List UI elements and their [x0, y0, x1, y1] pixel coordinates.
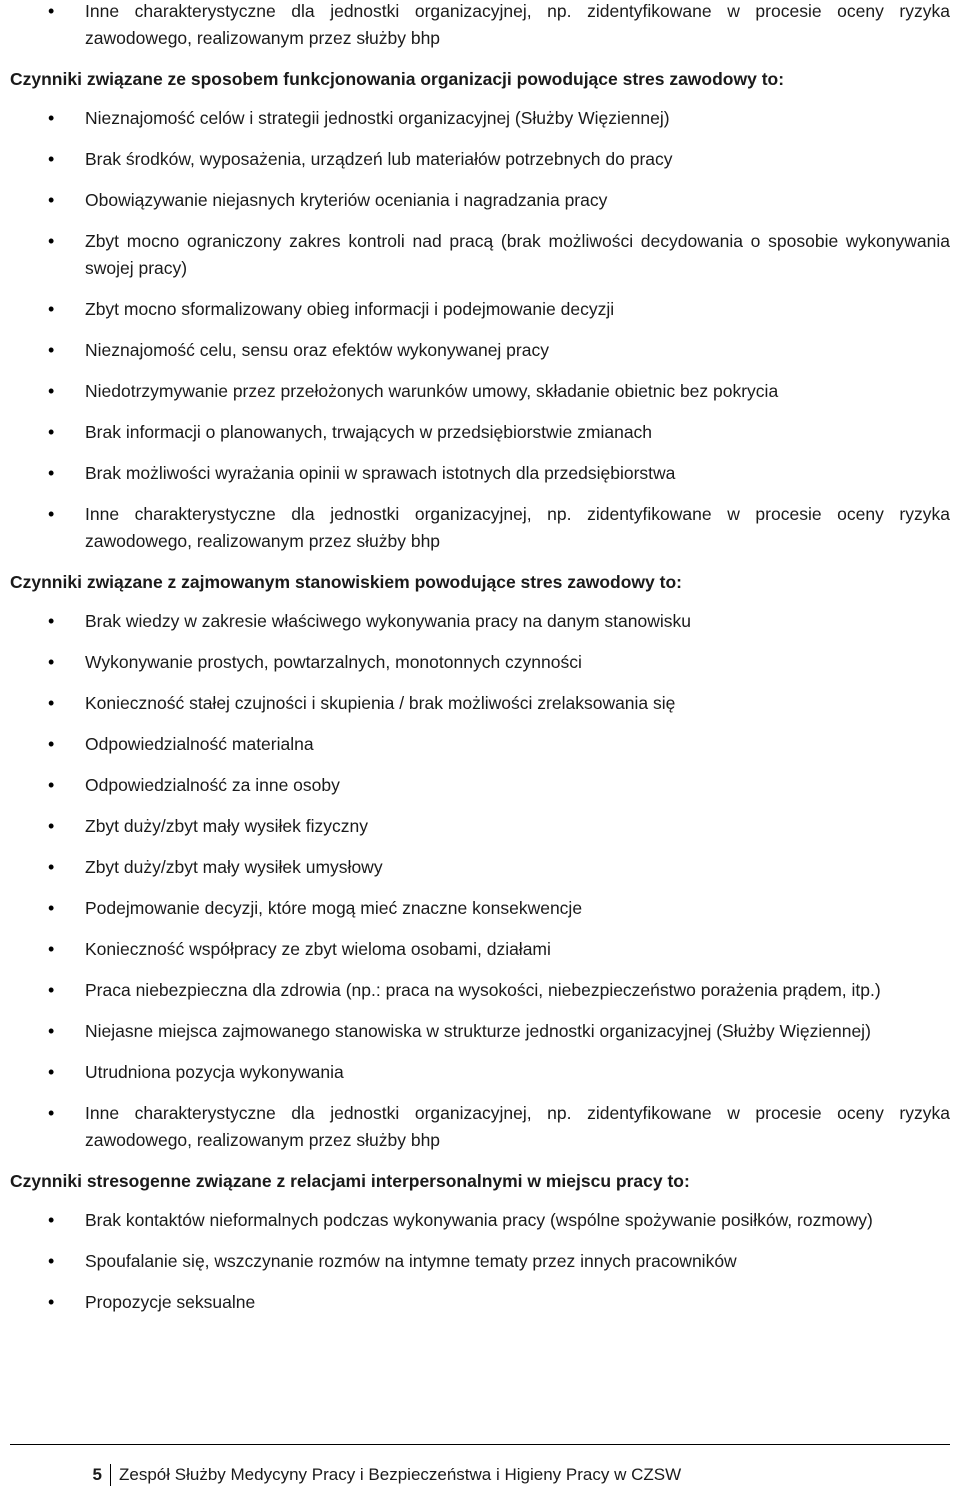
list-item: • Brak środków, wyposażenia, urządzeń lub materiałów potrzebnych do pracy	[10, 146, 950, 173]
section-heading: Czynniki związane ze sposobem funkcjonowania organizacji powodujące stres zawodowy to:	[10, 69, 785, 89]
list-item: • Praca niebezpieczna dla zdrowia (np.: praca na wysokości, niebezpieczeństwo porażenia prądem, itp.)	[10, 977, 950, 1004]
document-content	[10, 0, 950, 1330]
footer-text: Zespół Służby Medycyny Pracy i Bezpieczeństwa i Higieny Pracy w CZSW	[119, 1465, 682, 1484]
section-list	[10, 105, 950, 555]
list-item: • Odpowiedzialność materialna	[10, 731, 950, 758]
list-item: • Obowiązywanie niejasnych kryteriów oceniania i nagradzania pracy	[10, 187, 950, 214]
list-item: • Inne charakterystyczne dla jednostki organizacyjnej, np. zidentyfikowane w procesie oceny ryzyka zawodowego, realizowanym przez służby bhp	[10, 0, 950, 52]
list-item: • Brak wiedzy w zakresie właściwego wykonywania pracy na danym stanowisku	[10, 608, 950, 635]
list-item: • Niejasne miejsca zajmowanego stanowiska w strukturze jednostki organizacyjnej (Służby Więziennej)	[10, 1018, 950, 1045]
page-footer	[10, 1444, 950, 1489]
list-item: • Brak możliwości wyrażania opinii w sprawach istotnych dla przedsiębiorstwa	[10, 460, 950, 487]
list-item: • Zbyt duży/zbyt mały wysiłek fizyczny	[10, 813, 950, 840]
list-item: • Konieczność współpracy ze zbyt wieloma osobami, działami	[10, 936, 950, 963]
page-number: 5	[80, 1464, 111, 1486]
list-item: • Konieczność stałej czujności i skupienia / brak możliwości zrelaksowania się	[10, 690, 950, 717]
list-item: • Odpowiedzialność za inne osoby	[10, 772, 950, 799]
list-item: • Inne charakterystyczne dla jednostki organizacyjnej, np. zidentyfikowane w procesie oceny ryzyka zawodowego, realizowanym przez służby bhp	[10, 501, 950, 555]
list-item: • Inne charakterystyczne dla jednostki organizacyjnej, np. zidentyfikowane w procesie oceny ryzyka zawodowego, realizowanym przez służby bhp	[10, 1100, 950, 1154]
list-item: • Brak informacji o planowanych, trwających w przedsiębiorstwie zmianach	[10, 419, 950, 446]
section-position	[10, 569, 950, 1154]
list-item: • Zbyt duży/zbyt mały wysiłek umysłowy	[10, 854, 950, 881]
top-list	[10, 0, 950, 52]
list-item: • Zbyt mocno sformalizowany obieg informacji i podejmowanie decyzji	[10, 296, 950, 323]
section-list	[10, 1207, 950, 1316]
list-item: • Nieznajomość celów i strategii jednostki organizacyjnej (Służby Więziennej)	[10, 105, 950, 132]
section-heading: Czynniki stresogenne związane z relacjami interpersonalnymi w miejscu pracy to:	[10, 1171, 690, 1191]
section-interpersonal	[10, 1168, 950, 1316]
list-item: • Niedotrzymywanie przez przełożonych warunków umowy, składanie obietnic bez pokrycia	[10, 378, 950, 405]
list-item: • Zbyt mocno ograniczony zakres kontroli nad pracą (brak możliwości decydowania o sposobie wykonywania swojej pracy)	[10, 228, 950, 282]
list-item: • Wykonywanie prostych, powtarzalnych, monotonnych czynności	[10, 649, 950, 676]
list-item: • Nieznajomość celu, sensu oraz efektów wykonywanej pracy	[10, 337, 950, 364]
list-item: • Podejmowanie decyzji, które mogą mieć znaczne konsekwencje	[10, 895, 950, 922]
list-item: • Spoufalanie się, wszczynanie rozmów na intymne tematy przez innych pracowników	[10, 1248, 950, 1275]
section-organization	[10, 66, 950, 555]
list-item: • Propozycje seksualne	[10, 1289, 950, 1316]
section-heading: Czynniki związane z zajmowanym stanowiskiem powodujące stres zawodowy to:	[10, 572, 682, 592]
section-list	[10, 608, 950, 1154]
list-item: • Utrudniona pozycja wykonywania	[10, 1059, 950, 1086]
list-item: • Brak kontaktów nieformalnych podczas wykonywania pracy (wspólne spożywanie posiłków, rozmowy)	[10, 1207, 950, 1234]
